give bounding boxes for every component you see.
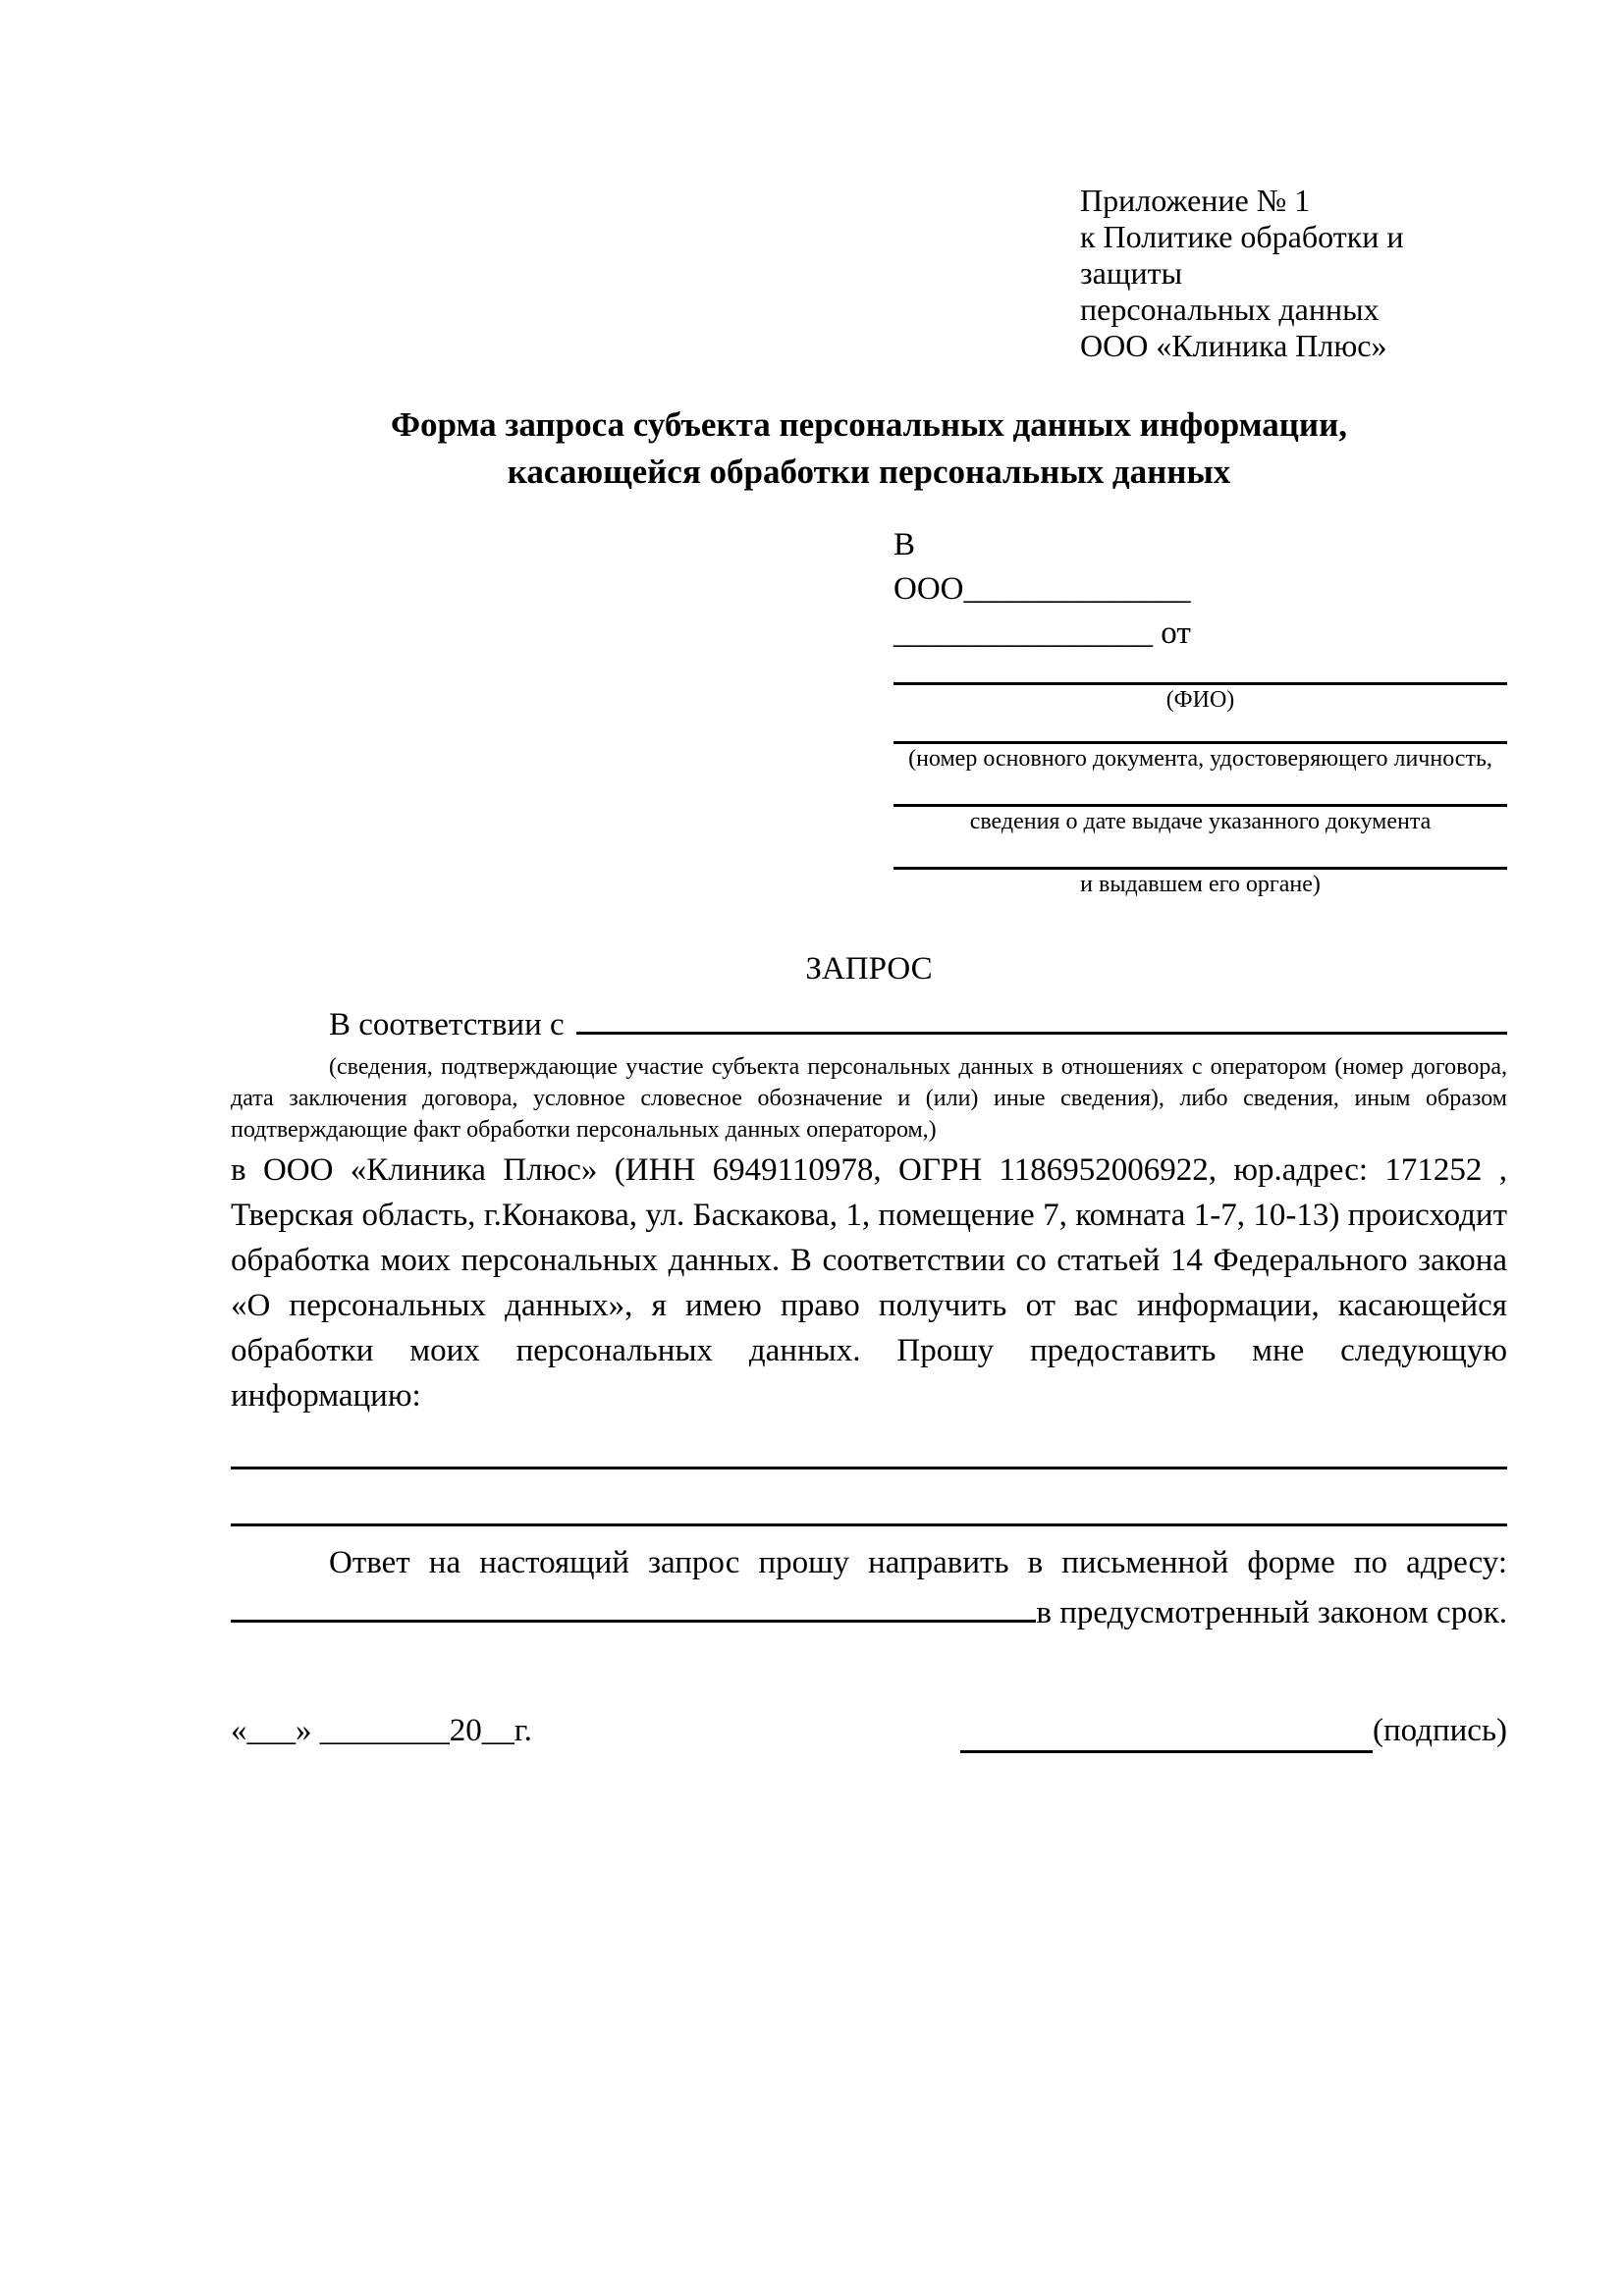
request-intro-row — [231, 997, 1507, 1047]
answer-address-blank-line — [231, 1585, 1036, 1623]
date-field: «___» ________20__г. — [231, 1713, 532, 1748]
signature-field — [960, 1708, 1507, 1753]
signature-blank-line — [960, 1716, 1373, 1753]
request-intro-prefix: В соответствии с — [329, 1007, 565, 1042]
doc-date-blank-line — [893, 774, 1507, 807]
signature-caption: (подпись) — [1373, 1713, 1507, 1748]
fio-blank-line — [893, 656, 1507, 685]
doc-number-blank-line — [893, 715, 1507, 744]
doc-issuer-caption: и выдавшем его органе) — [1080, 872, 1321, 897]
appendix-note-line: ООО «Клиника Плюс» — [1080, 328, 1387, 363]
doc-number-caption: (номер основного документа, удостоверяющего личность, — [908, 746, 1492, 772]
answer-sentence: Ответ на настоящий запрос прошу направить в письменной форме по адресу: — [329, 1545, 1507, 1580]
document-title-line2: касающейся обработки персональных данных — [507, 453, 1231, 491]
info-blank-line-1 — [231, 1432, 1507, 1469]
appendix-note-line: Приложение № 1 — [1080, 183, 1311, 218]
answer-suffix-text: в предусмотренный законом срок. — [1036, 1595, 1507, 1630]
appendix-note-line: к Политике обработки и защиты — [1080, 219, 1404, 291]
appendix-note — [1080, 183, 1507, 364]
document-title-line1: Форма запроса субъекта персональных данных информации, — [390, 405, 1348, 444]
request-body-paragraph: в ООО «Клиника Плюс» (ИНН 6949110978, ОГРН 1186952006922, юр.адрес: 171252 , Тверская область, г.Конакова, ул. Баскакова, 1, помещение 7, комната 1-7, 10-13) происходит обработка моих персональных данных. В соответствии со статьей 14 Федерального закона «О персональных данных», я имею право получить от вас информации, касающейся обработки моих персональных данных. Прошу предоставить мне следующую информацию: — [231, 1152, 1507, 1414]
request-heading: ЗАПРОС — [805, 951, 933, 987]
addressee-to: В — [893, 527, 916, 562]
document-title — [231, 401, 1507, 496]
signature-row — [231, 1708, 1507, 1753]
request-intro-blank-line — [576, 997, 1507, 1035]
appendix-note-line: персональных данных — [1080, 292, 1380, 327]
request-note: (сведения, подтверждающие участие субъекта персональных данных в отношениях с оператором (номер договора, дата заключения договора, условное словесное обозначение и (или) иные сведения), либо сведения, иным образом подтверждающие факт обработки персональных данных оператором,) — [231, 1054, 1507, 1143]
addressee-ooo-field: ООО______________ — [893, 571, 1191, 607]
fio-caption: (ФИО) — [1165, 687, 1235, 713]
addressee-from-field: ________________ от — [893, 615, 1191, 651]
answer-address-row — [231, 1585, 1507, 1635]
info-blank-line-2 — [231, 1469, 1507, 1526]
doc-date-caption: сведения о дате выдаче указанного документа — [969, 809, 1432, 834]
doc-issuer-blank-line — [893, 836, 1507, 870]
addressee-block — [893, 523, 1507, 899]
